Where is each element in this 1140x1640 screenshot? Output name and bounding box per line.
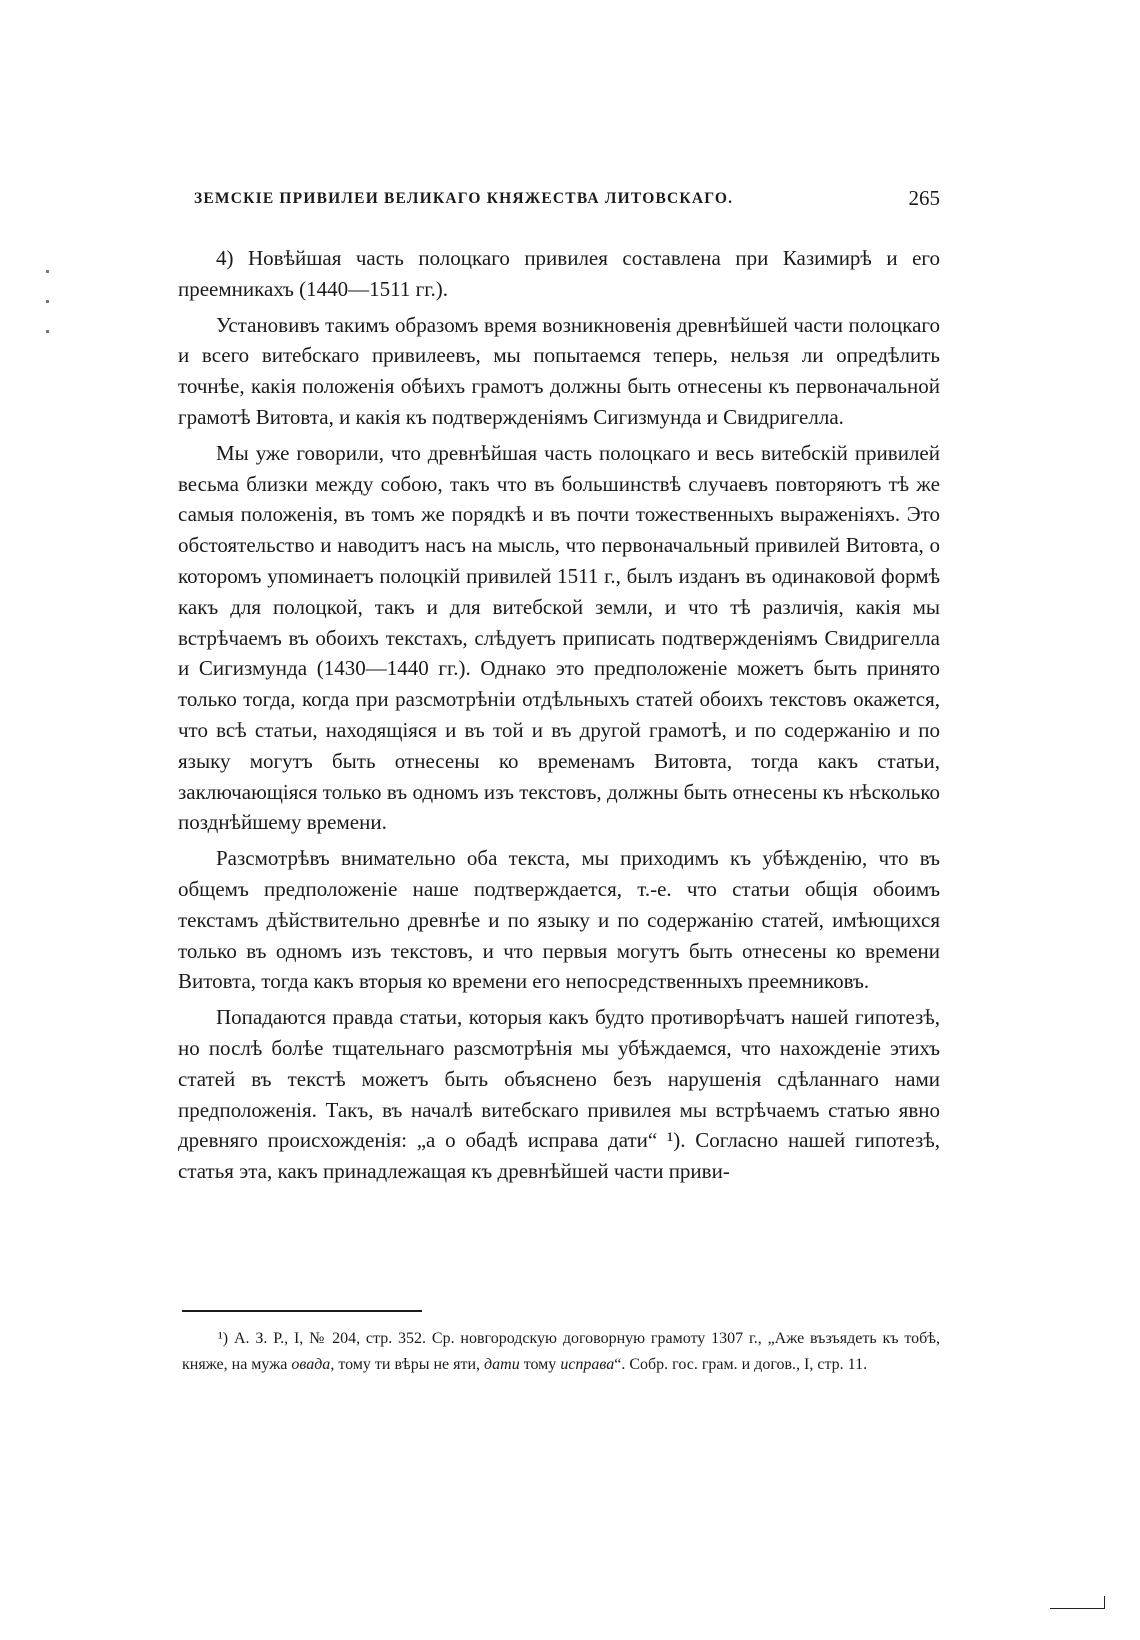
margin-speck: [46, 270, 49, 273]
running-header: [180, 186, 940, 220]
paragraph: Мы уже говорили, что древнѣйшая часть полоцкаго и весь витебскій привилей весьма близки между собою, такъ что въ большинствѣ случаевъ повторяютъ тѣ же самыя положенія, въ томъ же порядкѣ и въ почти тожественныхъ выраженіяхъ. Это обстоятельство и наводитъ насъ на мысль, что первоначальный привилей Витовта, о которомъ упоминаетъ полоцкій привилей 1511 г., былъ изданъ въ одинаковой формѣ какъ для полоцкой, такъ и для витебской земли, и что тѣ различія, какія мы встрѣчаемъ въ обоихъ текстахъ, слѣдуетъ приписать подтвержденіямъ Свидригелла и Сигизмунда (1430—1440 гг.). Однако это предположеніе можетъ быть принято только тогда, когда при разсмотрѣніи отдѣльныхъ статей обоихъ текстовъ окажется, что всѣ статьи, находящіяся и въ той и въ другой грамотѣ, и по содержанію и по языку могутъ быть отнесены ко временамъ Витовта, тогда какъ статьи, заключающіяся только въ одномъ изъ текстовъ, должны быть отнесены къ нѣсколько позднѣйшему времени.: [178, 440, 940, 835]
page-number: 265: [908, 186, 940, 210]
paragraph: Попадаются правда статьи, которыя какъ будто противорѣчатъ нашей гипотезѣ, но послѣ болѣе тщательнаго разсмотрѣнія мы убѣждаемся, что нахожденіе этихъ статей въ текстѣ можетъ быть объяснено безъ нарушенія сдѣланнаго нами предположенія. Такъ, въ началѣ витебскаго привилея мы встрѣчаемъ статью явно древняго происхожденія: „а о обадѣ исправа дати“ ¹). Согласно нашей гипотезѣ, статья эта, какъ принадлежащая къ древнѣйшей части приви-: [178, 1005, 940, 1184]
running-title: ЗЕМСКІЕ ПРИВИЛЕИ ВЕЛИКАГО КНЯЖЕСТВА ЛИТОВСКАГО.: [194, 190, 734, 207]
footnote: ¹) А. З. Р., I, № 204, стр. 352. Ср. новгородскую договорную грамоту 1307 г., „Аже възъядеть къ тобѣ, княже, на мужа овада, тому ти вѣры не яти, дати тому исправа“. Собр. гос. грам. и догов., I, стр. 11.: [182, 1330, 940, 1373]
paragraph: Установивъ такимъ образомъ время возникновенія древнѣйшей части полоцкаго и всего витебскаго привилеевъ, мы попытаемся теперь, нельзя ли опредѣлить точнѣе, какія положенія обѣихъ грамотъ должны быть отнесены къ первоначальной грамотѣ Витовта, и какія къ подтвержденіямъ Сигизмунда и Свидригелла.: [178, 312, 940, 429]
margin-speck: [46, 330, 49, 333]
scan-corner-mark: [1050, 1596, 1105, 1609]
footnote-marker: ¹): [218, 1330, 229, 1347]
paragraph-section-4: 4) Новѣйшая часть полоцкаго привилея составлена при Казимирѣ и его преемникахъ (1440—1511 гг.).: [178, 246, 940, 301]
margin-speck: [46, 300, 49, 303]
paragraph: Разсмотрѣвъ внимательно оба текста, мы приходимъ къ убѣжденію, что въ общемъ предположеніе наше подтверждается, т.-е. что статьи общія обоимъ текстамъ дѣйствительно древнѣе и по языку и по содержанію статей, имѣющихся только въ одномъ изъ текстовъ, и что первыя могутъ быть отнесены ко времени Витовта, тогда какъ вторыя ко времени его непосредственныхъ преемниковъ.: [178, 846, 940, 994]
footnote-divider: [182, 1310, 422, 1312]
main-text: [178, 243, 940, 1192]
